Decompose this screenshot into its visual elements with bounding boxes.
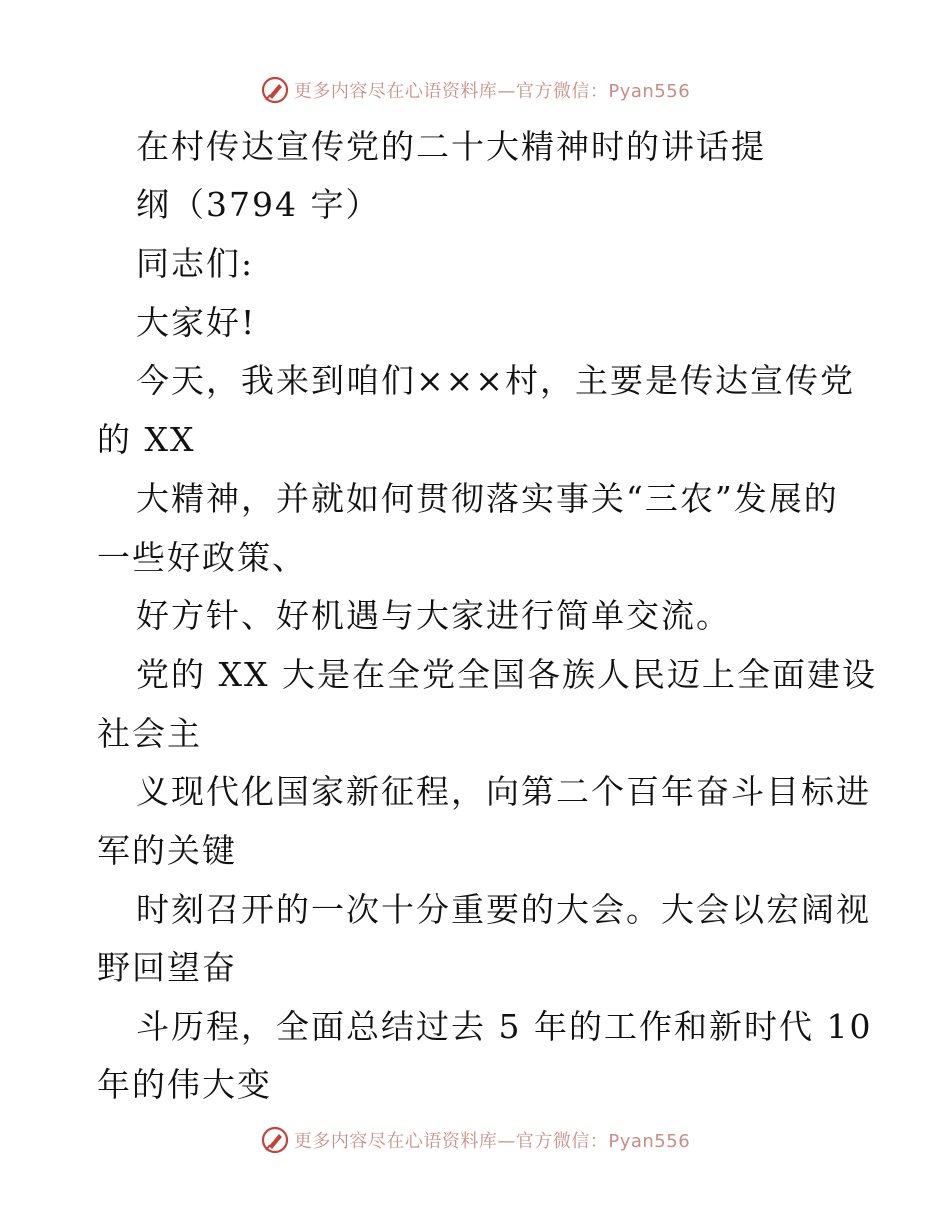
- text-line: 军的关键: [97, 831, 237, 870]
- header-banner: [0, 73, 950, 107]
- footer-banner: [0, 1123, 950, 1157]
- text-line: 好方针、好机遇与大家进行简单交流。: [136, 596, 731, 635]
- text-line: 斗历程，全面总结过去 5 年的工作和新时代 10: [136, 1007, 873, 1046]
- text-line: 义现代化国家新征程，向第二个百年奋斗目标进: [136, 772, 871, 811]
- footer-banner-text: 更多内容尽在心语资料库—官方微信：Pyan556: [293, 1131, 691, 1152]
- text-line: 野回望奋: [97, 948, 237, 987]
- text-line: 同志们:: [136, 244, 255, 283]
- text-line: 时刻召开的一次十分重要的大会。大会以宏阔视: [136, 890, 871, 929]
- pen-logo-icon: [260, 75, 290, 105]
- text-line: 在村传达宣传党的二十大精神时的讲话提: [136, 127, 766, 166]
- text-line: 大家好!: [136, 303, 257, 342]
- text-line: 一些好政策、: [97, 538, 307, 577]
- text-line: 党的 XX 大是在全党全国各族人民迈上全面建设: [136, 655, 877, 694]
- text-line: 纲（3794 字）: [136, 185, 381, 224]
- text-line: 的 XX: [97, 420, 196, 459]
- text-line: 大精神，并就如何贯彻落实事关“三农”发展的: [136, 479, 839, 518]
- header-banner-text: 更多内容尽在心语资料库—官方微信：Pyan556: [293, 81, 691, 102]
- text-line: 今天，我来到咱们×××村，主要是传达宣传党: [136, 361, 855, 400]
- text-line: 社会主: [97, 714, 202, 753]
- text-line: 年的伟大变: [97, 1065, 272, 1104]
- pen-logo-icon: [260, 1125, 290, 1155]
